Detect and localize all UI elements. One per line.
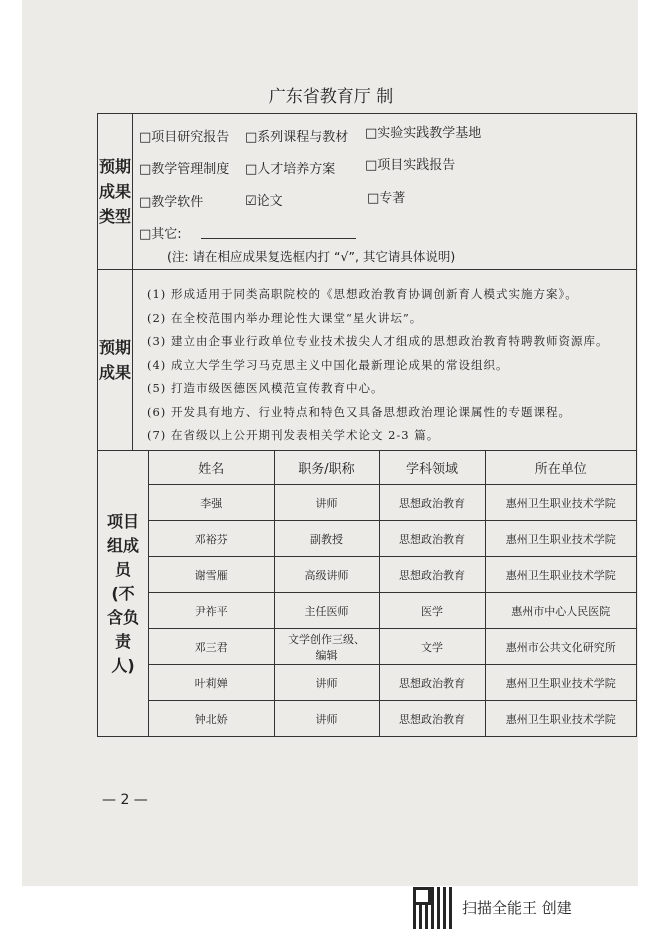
cell-title: 主任医师	[274, 593, 379, 629]
other-input-line[interactable]	[201, 238, 356, 239]
outcome-item: (6) 开发具有地方、行业特点和特色又具备思想政治理论课属性的专题课程。	[147, 404, 571, 419]
cell-name: 邓裕芬	[149, 521, 274, 557]
header-name: 姓名	[149, 451, 274, 485]
outcomes-list	[133, 270, 636, 450]
outcomes-label: 预期成果	[98, 270, 133, 450]
cell-field: 医学	[379, 593, 485, 629]
cell-title: 副教授	[274, 521, 379, 557]
cell-title: 讲师	[274, 485, 379, 521]
checkbox-item[interactable]: □系列课程与教材	[245, 130, 349, 145]
cell-name: 尹祚平	[149, 593, 274, 629]
table-row	[149, 557, 636, 593]
cell-field: 思想政治教育	[379, 485, 485, 521]
qr-code-icon	[413, 887, 455, 929]
types-note: (注: 请在相应成果复选框内打 “√”, 其它请具体说明)	[167, 249, 456, 264]
cell-title: 讲师	[274, 701, 379, 737]
checkbox-item[interactable]: □教学管理制度	[139, 162, 230, 177]
header-field: 学科领域	[379, 451, 485, 485]
members-section	[149, 451, 636, 736]
cell-unit: 惠州卫生职业技术学院	[485, 665, 636, 701]
scanner-watermark: 扫描全能王 创建	[462, 899, 572, 917]
page-title: 广东省教育厅 制	[268, 87, 394, 107]
cell-name: 谢雪雁	[149, 557, 274, 593]
table-row	[149, 593, 636, 629]
header-title: 职务/职称	[274, 451, 379, 485]
outcome-item: (1) 形成适用于同类高职院校的《思想政治教育协调创新育人模式实施方案》。	[147, 287, 578, 301]
checkbox-item[interactable]: □专著	[367, 191, 406, 206]
checkbox-item[interactable]: □人才培养方案	[245, 162, 336, 177]
outcome-types	[133, 114, 636, 269]
cell-unit: 惠州市公共文化研究所	[485, 629, 636, 665]
checkbox-item[interactable]: □教学软件	[139, 195, 204, 210]
members-table	[149, 451, 636, 736]
checkbox-item[interactable]: □项目实践报告	[365, 158, 456, 173]
cell-title: 文学创作三级、编辑	[274, 629, 379, 665]
outcome-item: (2) 在全校范围内举办理论性大课堂“星火讲坛”。	[147, 310, 423, 325]
outcome-item: (4) 成立大学生学习马克思主义中国化最新理论成果的常设组织。	[147, 357, 509, 372]
outcome-item: (5) 打造市级医德医风模范宣传教育中心。	[147, 381, 384, 395]
outcome-item: (7) 在省级以上公开期刊发表相关学术论文 2-3 篇。	[147, 428, 440, 442]
members-label: 项目组成员(不含负责人)	[98, 451, 149, 736]
cell-name: 钟北娇	[149, 701, 274, 737]
cell-field: 思想政治教育	[379, 665, 485, 701]
page-number: — 2 —	[102, 792, 148, 808]
checkbox-item-other[interactable]: □其它:	[139, 227, 182, 242]
checkbox-item[interactable]: □实验实践教学基地	[365, 126, 482, 141]
cell-title: 高级讲师	[274, 557, 379, 593]
table-row	[149, 521, 636, 557]
checkbox-item[interactable]: □项目研究报告	[139, 130, 230, 145]
header-unit: 所在单位	[485, 451, 636, 485]
outcome-item: (3) 建立由企事业行政单位专业技术拔尖人才组成的思想政治教育特聘教师资源库。	[147, 334, 609, 348]
cell-unit: 惠州卫生职业技术学院	[485, 485, 636, 521]
cell-unit: 惠州卫生职业技术学院	[485, 701, 636, 737]
table-row	[149, 665, 636, 701]
cell-unit: 惠州卫生职业技术学院	[485, 557, 636, 593]
cell-name: 叶莉婵	[149, 665, 274, 701]
cell-field: 文学	[379, 629, 485, 665]
cell-name: 邓三君	[149, 629, 274, 665]
checkbox-item-checked[interactable]: ☑论文	[245, 194, 283, 209]
cell-name: 李强	[149, 485, 274, 521]
cell-title: 讲师	[274, 665, 379, 701]
table-row	[149, 629, 636, 665]
cell-unit: 惠州卫生职业技术学院	[485, 521, 636, 557]
table-row	[149, 485, 636, 521]
cell-field: 思想政治教育	[379, 521, 485, 557]
types-label: 预期成果类型	[98, 114, 133, 269]
cell-field: 思想政治教育	[379, 557, 485, 593]
application-form-table	[97, 113, 637, 737]
cell-field: 思想政治教育	[379, 701, 485, 737]
cell-unit: 惠州市中心人民医院	[485, 593, 636, 629]
table-row	[149, 701, 636, 737]
